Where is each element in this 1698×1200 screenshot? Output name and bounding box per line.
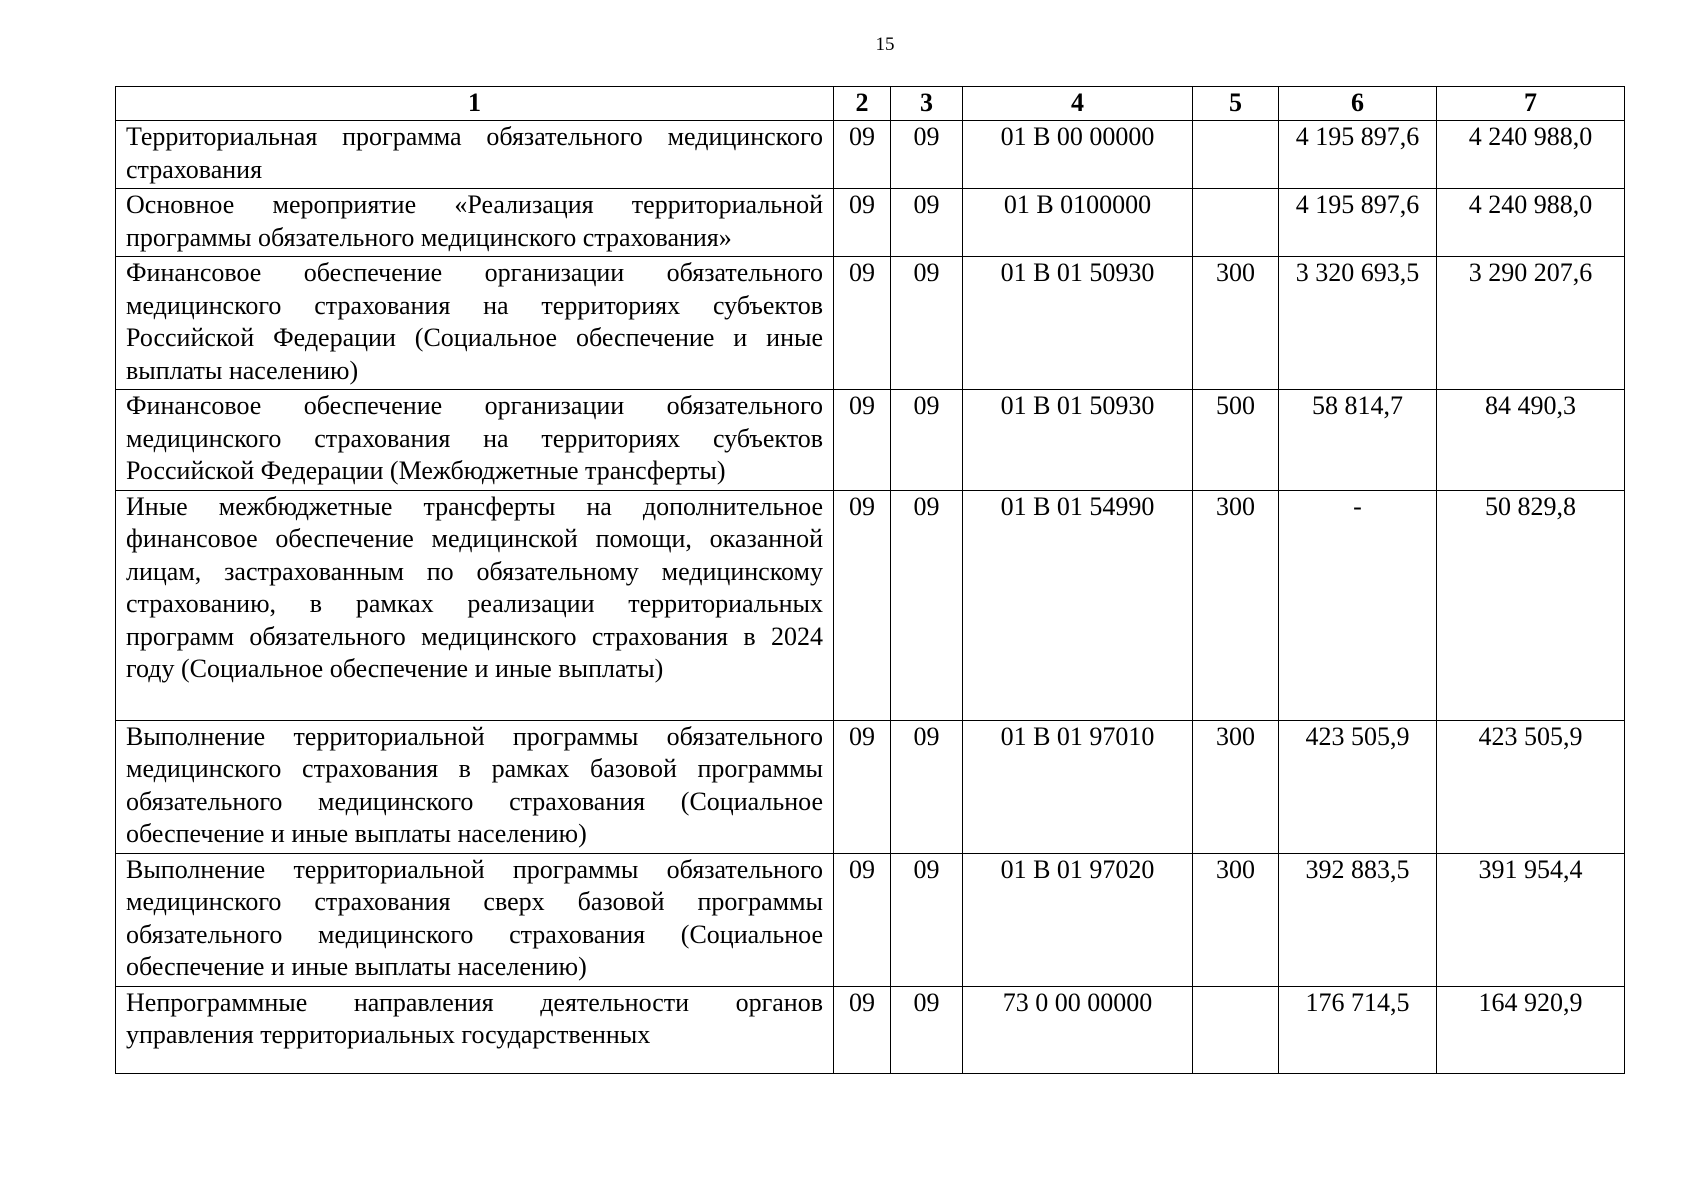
row-name-cell: Выполнение территориальной программы обязательного медицинского страхования сверх базовой программы обязательного медицинского страхования (Социальное обеспечение и иные выплаты населению) bbox=[116, 853, 834, 986]
table-row bbox=[116, 189, 1625, 257]
row-name-cell: Финансовое обеспечение организации обязательного медицинского страхования на территориях субъектов Российской Федерации (Межбюджетные трансферты) bbox=[116, 390, 834, 491]
row-name-cell: Иные межбюджетные трансферты на дополнительное финансовое обеспечение медицинской помощи, оказанной лицам, застрахованным по обязательному медицинскому страхованию, в рамках реализации территориальных программ обязательного медицинского страхования в 2024 году (Социальное обеспечение и иные выплаты) bbox=[116, 490, 834, 720]
amount-year2-cell: 3 290 207,6 bbox=[1437, 257, 1625, 390]
table-row bbox=[116, 853, 1625, 986]
section-code-cell: 09 bbox=[834, 257, 891, 390]
column-header: 1 bbox=[116, 87, 834, 121]
target-article-cell: 01 В 01 50930 bbox=[963, 257, 1193, 390]
subsection-code-cell: 09 bbox=[891, 490, 963, 720]
row-name-cell: Финансовое обеспечение организации обязательного медицинского страхования на территориях субъектов Российской Федерации (Социальное обеспечение и иные выплаты населению) bbox=[116, 257, 834, 390]
expense-type-cell: 500 bbox=[1193, 390, 1279, 491]
section-code-cell: 09 bbox=[834, 121, 891, 189]
expense-type-cell: 300 bbox=[1193, 490, 1279, 720]
amount-year1-cell: - bbox=[1279, 490, 1437, 720]
section-code-cell: 09 bbox=[834, 986, 891, 1073]
amount-year2-cell: 164 920,9 bbox=[1437, 986, 1625, 1073]
amount-year2-cell: 4 240 988,0 bbox=[1437, 189, 1625, 257]
column-header: 6 bbox=[1279, 87, 1437, 121]
table-row bbox=[116, 720, 1625, 853]
column-header: 7 bbox=[1437, 87, 1625, 121]
target-article-cell: 01 В 00 00000 bbox=[963, 121, 1193, 189]
expense-type-cell: 300 bbox=[1193, 853, 1279, 986]
amount-year1-cell: 4 195 897,6 bbox=[1279, 121, 1437, 189]
column-header: 2 bbox=[834, 87, 891, 121]
table-row bbox=[116, 121, 1625, 189]
expense-type-cell bbox=[1193, 189, 1279, 257]
table-row bbox=[116, 490, 1625, 720]
table-row bbox=[116, 390, 1625, 491]
row-name-cell: Непрограммные направления деятельности органов управления территориальных государственных bbox=[116, 986, 834, 1073]
column-header: 3 bbox=[891, 87, 963, 121]
subsection-code-cell: 09 bbox=[891, 121, 963, 189]
row-name-cell: Территориальная программа обязательного медицинского страхования bbox=[116, 121, 834, 189]
expense-type-cell: 300 bbox=[1193, 257, 1279, 390]
subsection-code-cell: 09 bbox=[891, 257, 963, 390]
amount-year2-cell: 50 829,8 bbox=[1437, 490, 1625, 720]
section-code-cell: 09 bbox=[834, 390, 891, 491]
amount-year1-cell: 176 714,5 bbox=[1279, 986, 1437, 1073]
budget-table bbox=[115, 86, 1625, 1074]
subsection-code-cell: 09 bbox=[891, 189, 963, 257]
expense-type-cell bbox=[1193, 986, 1279, 1073]
target-article-cell: 01 В 01 54990 bbox=[963, 490, 1193, 720]
section-code-cell: 09 bbox=[834, 490, 891, 720]
column-header: 4 bbox=[963, 87, 1193, 121]
amount-year1-cell: 58 814,7 bbox=[1279, 390, 1437, 491]
expense-type-cell: 300 bbox=[1193, 720, 1279, 853]
target-article-cell: 01 В 01 50930 bbox=[963, 390, 1193, 491]
section-code-cell: 09 bbox=[834, 720, 891, 853]
amount-year2-cell: 423 505,9 bbox=[1437, 720, 1625, 853]
target-article-cell: 01 В 0100000 bbox=[963, 189, 1193, 257]
section-code-cell: 09 bbox=[834, 189, 891, 257]
target-article-cell: 73 0 00 00000 bbox=[963, 986, 1193, 1073]
amount-year1-cell: 423 505,9 bbox=[1279, 720, 1437, 853]
amount-year2-cell: 391 954,4 bbox=[1437, 853, 1625, 986]
target-article-cell: 01 В 01 97020 bbox=[963, 853, 1193, 986]
column-header: 5 bbox=[1193, 87, 1279, 121]
subsection-code-cell: 09 bbox=[891, 986, 963, 1073]
row-name-cell: Выполнение территориальной программы обязательного медицинского страхования в рамках базовой программы обязательного медицинского страхования (Социальное обеспечение и иные выплаты населению) bbox=[116, 720, 834, 853]
section-code-cell: 09 bbox=[834, 853, 891, 986]
row-name-cell: Основное мероприятие «Реализация территориальной программы обязательного медицинского страхования» bbox=[116, 189, 834, 257]
amount-year2-cell: 84 490,3 bbox=[1437, 390, 1625, 491]
expense-type-cell bbox=[1193, 121, 1279, 189]
table-row bbox=[116, 986, 1625, 1073]
subsection-code-cell: 09 bbox=[891, 853, 963, 986]
subsection-code-cell: 09 bbox=[891, 720, 963, 853]
page-number: 15 bbox=[875, 34, 895, 55]
table-row bbox=[116, 257, 1625, 390]
amount-year1-cell: 392 883,5 bbox=[1279, 853, 1437, 986]
subsection-code-cell: 09 bbox=[891, 390, 963, 491]
amount-year1-cell: 3 320 693,5 bbox=[1279, 257, 1437, 390]
table-header-row bbox=[116, 87, 1625, 121]
target-article-cell: 01 В 01 97010 bbox=[963, 720, 1193, 853]
amount-year2-cell: 4 240 988,0 bbox=[1437, 121, 1625, 189]
amount-year1-cell: 4 195 897,6 bbox=[1279, 189, 1437, 257]
